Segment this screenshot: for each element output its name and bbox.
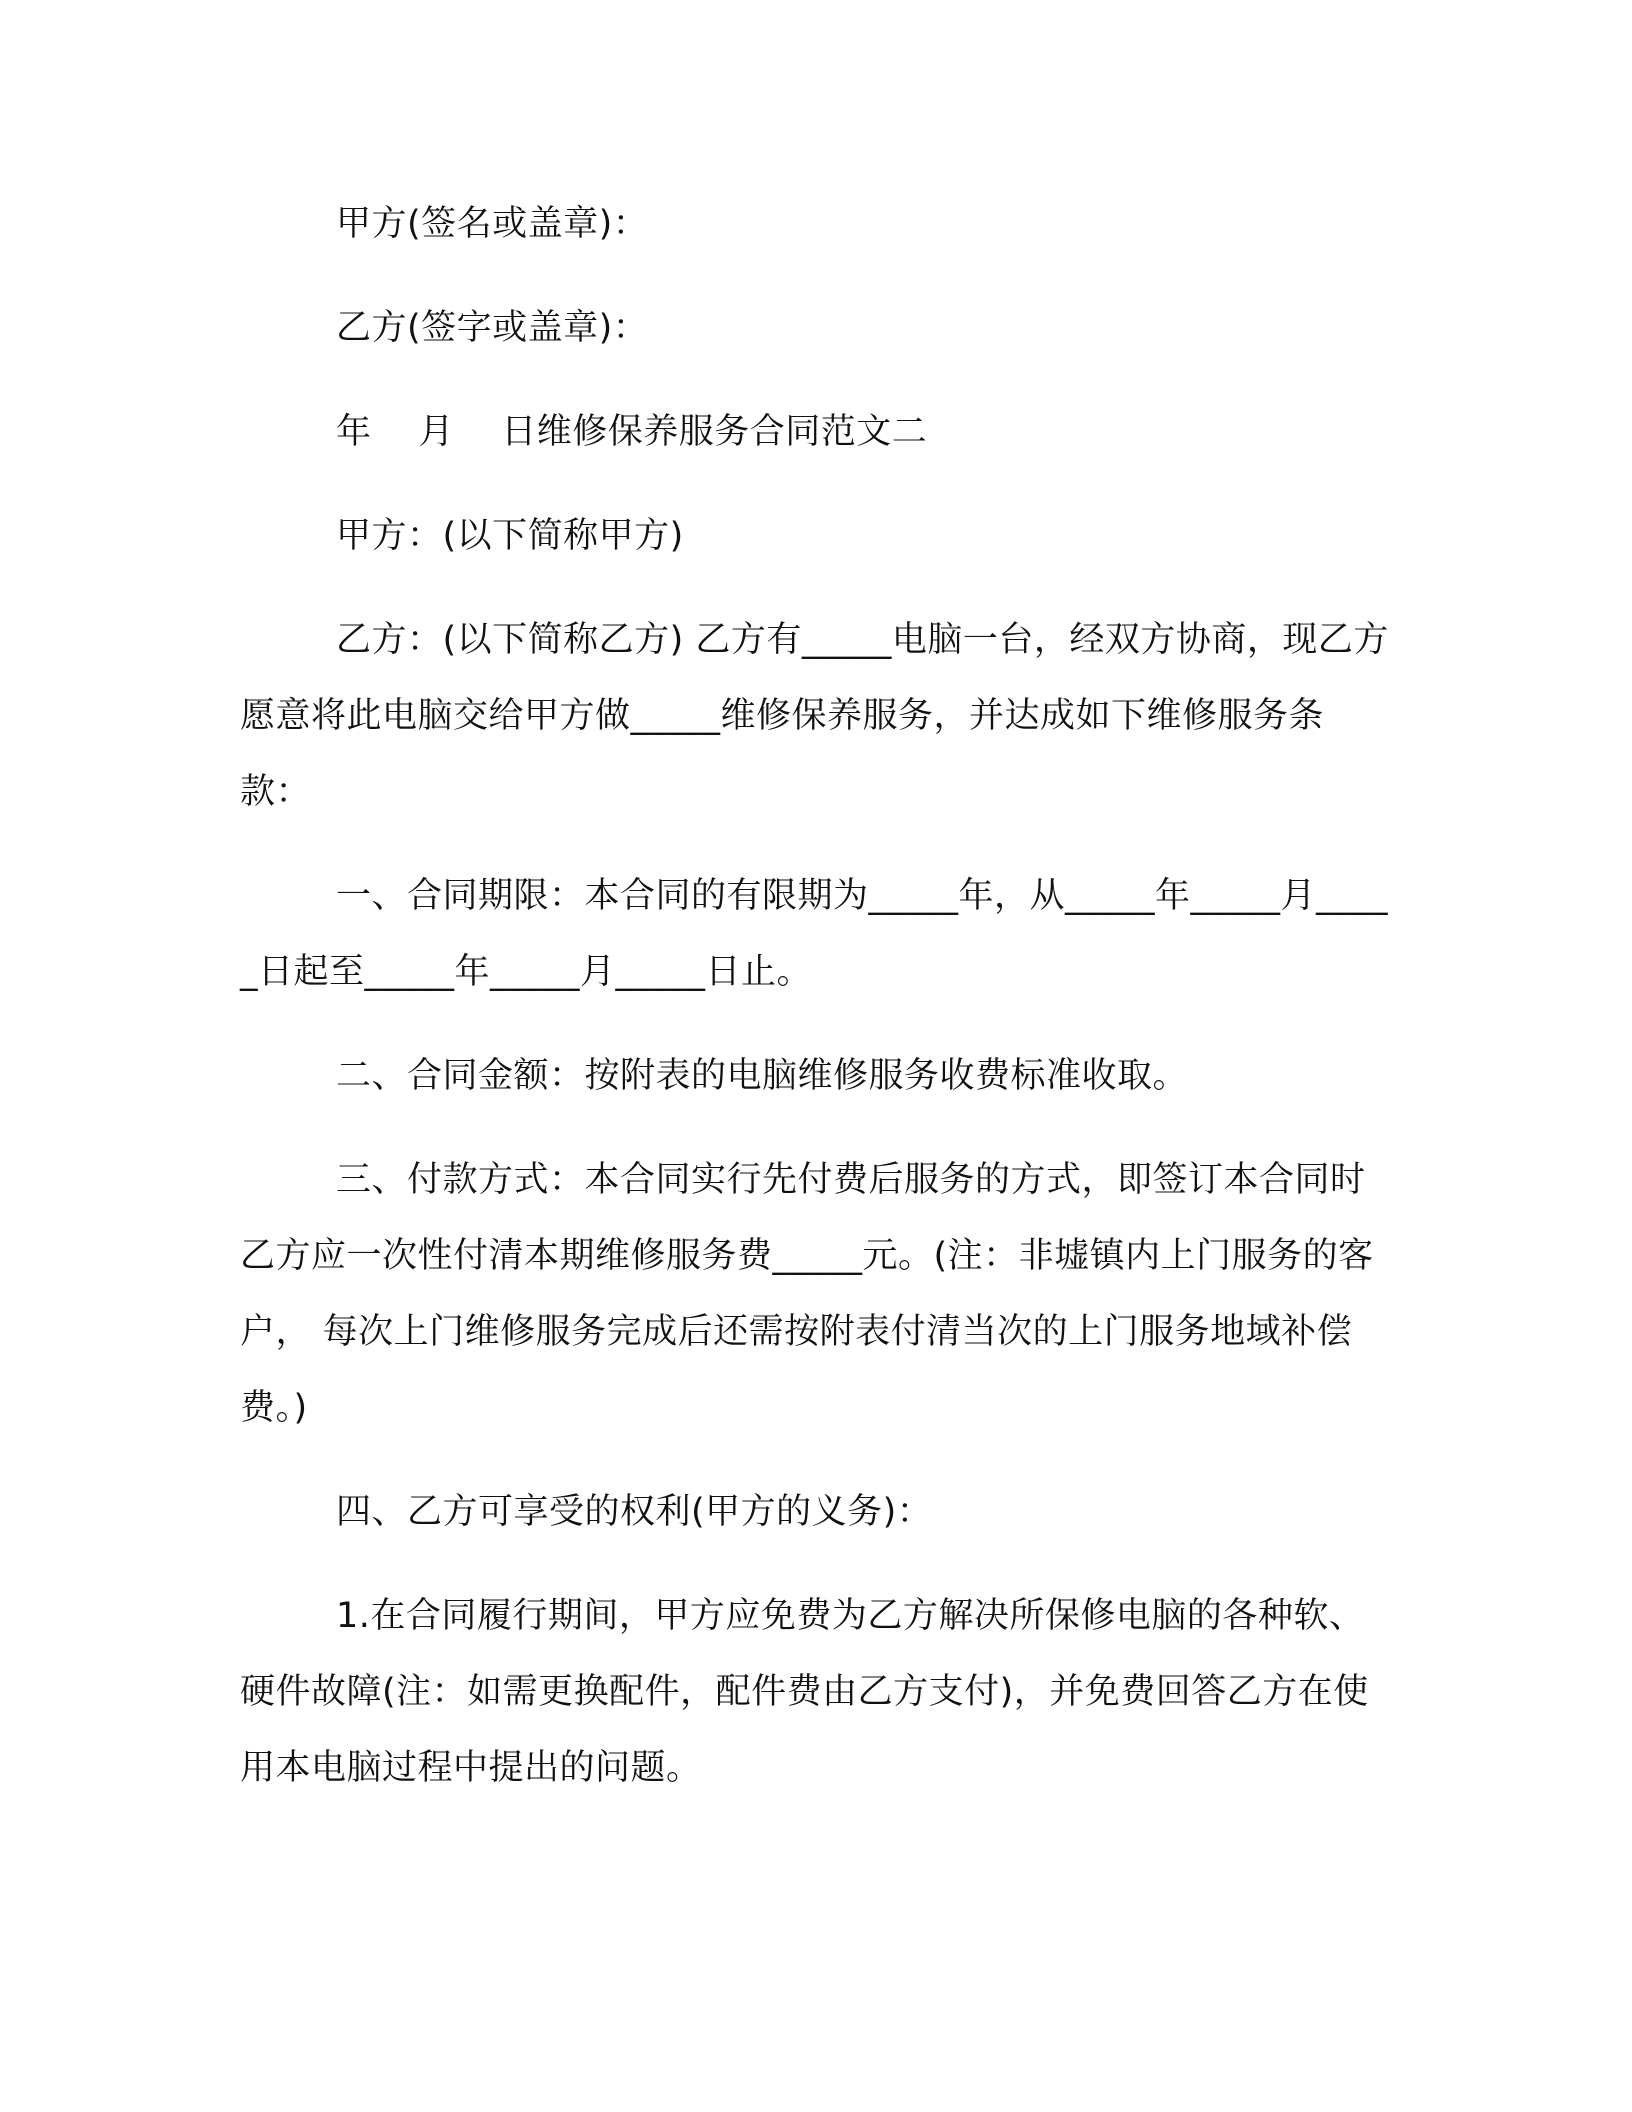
- contract-amount-clause: 二、合同金额：按附表的电脑维修服务收费标准收取。: [336, 1056, 1189, 1096]
- right-item-1: 1.在合同履行期间，甲方应免费为乙方解决所保修电脑的各种软、硬件故障(注：如需更换配件，配件费由乙方支付)，并免费回答乙方在使用本电脑过程中提出的问题。: [240, 1596, 1369, 1788]
- date-and-title-line: 年 月 日维修保养服务合同范文二: [336, 412, 928, 452]
- payment-method-clause: 三、付款方式：本合同实行先付费后服务的方式，即签订本合同时乙方应一次性付清本期维修服务费_____元。(注：非墟镇内上门服务的客户， 每次上门维修服务完成后还需按附表付清当次的上门服务地域补偿费。): [240, 1160, 1374, 1428]
- party-b-signature-line: 乙方(签字或盖章)：: [336, 308, 649, 348]
- party-b-rights-heading: 四、乙方可享受的权利(甲方的义务)：: [336, 1492, 933, 1532]
- contract-term-clause: 一、合同期限：本合同的有限期为_____年，从_____年_____月_____日起至_____年_____月_____日止。: [240, 876, 1389, 992]
- party-a-line: 甲方：(以下简称甲方): [336, 516, 684, 556]
- party-a-signature-line: 甲方(签名或盖章)：: [336, 204, 649, 244]
- document-page: [240, 186, 1392, 1834]
- party-b-intro-paragraph: 乙方：(以下简称乙方) 乙方有_____电脑一台，经双方协商，现乙方愿意将此电脑交给甲方做_____维修保养服务，并达成如下维修服务条款：: [240, 620, 1389, 812]
